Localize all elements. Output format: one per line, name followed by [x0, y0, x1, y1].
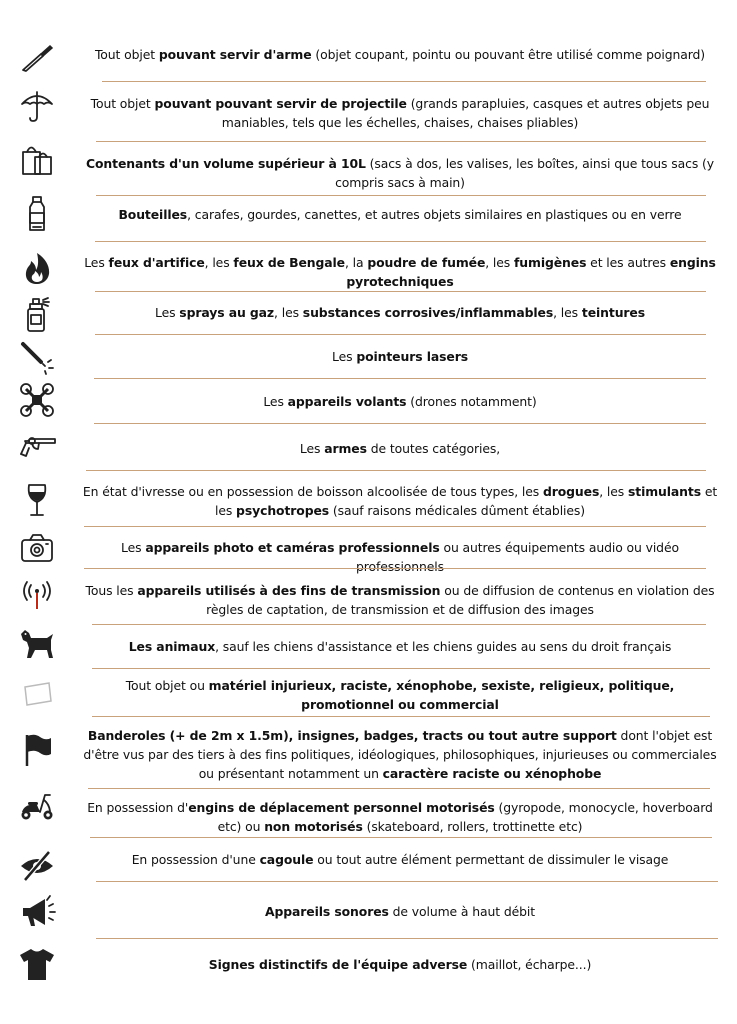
dog-icon — [14, 624, 60, 664]
separator-line — [95, 334, 706, 335]
item-text — [82, 581, 718, 619]
bold-text: Signes distinctifs de l'équipe adverse — [208, 957, 468, 972]
bold-text: cagoule — [259, 852, 314, 867]
separator-line — [94, 378, 706, 379]
item-text — [82, 902, 718, 921]
knife-icon — [14, 38, 60, 78]
bold-text: appareils utilisés à des fins de transmission — [137, 583, 441, 598]
text-segment: ou autres équipements audio ou vidéo professionnels — [355, 540, 679, 574]
bold-text: engins pyrotechniques — [346, 255, 716, 289]
item-text — [82, 205, 718, 224]
separator-line — [96, 195, 706, 196]
bottle-icon — [14, 194, 60, 234]
wine-glass-icon — [14, 480, 60, 520]
leaflet-icon — [14, 674, 60, 714]
item-text — [82, 392, 718, 411]
bold-text: pouvant pouvant servir de projectile — [154, 96, 407, 111]
fire-icon — [14, 248, 60, 288]
spray-can-icon — [14, 294, 60, 334]
text-segment: Les — [263, 394, 288, 409]
item-text — [82, 676, 718, 714]
bold-text: Contenants d'un volume supérieur à 10L — [86, 156, 366, 171]
umbrella-icon — [14, 86, 60, 126]
bold-text: psychotropes — [236, 503, 330, 518]
drone-icon — [14, 380, 60, 420]
separator-line — [95, 291, 706, 292]
bold-text: substances corrosives/inflammables — [302, 305, 554, 320]
bold-text: engins de déplacement personnel motorisés — [188, 800, 495, 815]
item-text — [82, 538, 718, 576]
item-text — [82, 154, 718, 192]
bold-text: Banderoles (+ de 2m x 1.5m), insignes, badges, tracts ou tout autre support — [87, 728, 617, 743]
item-text — [82, 94, 718, 132]
text-segment: Tous les — [85, 583, 138, 598]
text-segment: (sacs à dos, les valises, les boîtes, ainsi que tous sacs (y compris sacs à main) — [335, 156, 714, 190]
text-segment: , carafes, gourdes, canettes, et autres objets similaires en plastiques ou en verre — [187, 207, 682, 222]
text-segment: , les — [204, 255, 234, 270]
bold-text: non motorisés — [264, 819, 363, 834]
text-segment: Tout objet ou — [125, 678, 209, 693]
text-segment: Les — [154, 305, 180, 320]
text-segment: (gyropode, monocycle, hoverboard etc) ou — [217, 800, 713, 834]
bold-text: stimulants — [627, 484, 701, 499]
item-text — [82, 726, 718, 783]
revolver-icon — [14, 424, 60, 464]
shopping-bags-icon — [14, 140, 60, 180]
bold-text: appareils volants — [287, 394, 407, 409]
bold-text: pouvant servir d'arme — [158, 47, 312, 62]
item-text — [82, 347, 718, 366]
separator-line — [94, 423, 706, 424]
item-text — [82, 798, 718, 836]
camera-icon — [14, 528, 60, 568]
text-segment: Tout objet — [90, 96, 155, 111]
bold-text: Bouteilles — [118, 207, 188, 222]
tshirt-icon — [14, 944, 60, 984]
item-text — [82, 253, 718, 291]
text-segment: Les — [121, 540, 146, 555]
separator-line — [96, 141, 706, 142]
item-text — [82, 303, 718, 322]
item-text — [82, 955, 718, 974]
text-segment: (grands parapluies, casques et autres objets peu maniables, tels que les échelles, chaises, chaises pliables) — [221, 96, 710, 130]
bold-text: pointeurs lasers — [356, 349, 468, 364]
separator-line — [92, 624, 706, 625]
flag-icon — [14, 730, 60, 770]
text-segment: (objet coupant, pointu ou pouvant être utilisé comme poignard) — [311, 47, 706, 62]
antenna-icon — [14, 574, 60, 614]
eye-slash-icon — [14, 846, 60, 886]
text-segment: Les — [84, 255, 109, 270]
bold-text: drogues — [542, 484, 600, 499]
bold-text: Appareils sonores — [264, 904, 389, 919]
text-segment: ou de diffusion de contenus en violation des règles de captation, de transmission et de diffusion des images — [206, 583, 715, 617]
text-segment: (maillot, écharpe...) — [467, 957, 592, 972]
text-segment: En possession d'une — [131, 852, 260, 867]
separator-line — [92, 716, 710, 717]
item-text — [82, 439, 718, 458]
separator-line — [88, 788, 710, 789]
text-segment: Tout objet — [94, 47, 159, 62]
scooter-icon — [14, 786, 60, 826]
laser-pointer-icon — [14, 338, 60, 378]
text-segment: , les — [553, 305, 582, 320]
text-segment: (sauf raisons médicales dûment établies) — [329, 503, 585, 518]
text-segment: , la — [344, 255, 368, 270]
item-text — [82, 637, 718, 656]
text-segment: En état d'ivresse ou en possession de boisson alcoolisée de tous types, les — [82, 484, 543, 499]
text-segment: Les — [332, 349, 357, 364]
bold-text: Les animaux — [128, 639, 216, 654]
bold-text: matériel injurieux, raciste, xénophobe, sexiste, religieux, politique, promotionnel ou commercial — [208, 678, 675, 712]
bold-text: appareils photo et caméras professionnels — [145, 540, 440, 555]
bold-text: feux d'artifice — [108, 255, 205, 270]
text-segment: En possession d' — [87, 800, 189, 815]
text-segment: , les — [599, 484, 628, 499]
bold-text: teintures — [581, 305, 646, 320]
text-segment: , sauf les chiens d'assistance et les chiens guides au sens du droit français — [215, 639, 672, 654]
separator-line — [95, 241, 706, 242]
bold-text: armes — [324, 441, 367, 456]
text-segment: et les — [214, 484, 718, 518]
item-text — [82, 45, 718, 64]
text-segment: et les autres — [586, 255, 670, 270]
separator-line — [90, 837, 712, 838]
bold-text: caractère raciste ou xénophobe — [382, 766, 602, 781]
separator-line — [102, 81, 706, 82]
text-segment: ou tout autre élément permettant de dissimuler le visage — [313, 852, 669, 867]
bold-text: sprays au gaz — [179, 305, 275, 320]
item-text — [82, 850, 718, 869]
megaphone-icon — [14, 892, 60, 932]
separator-line — [84, 526, 706, 527]
text-segment: (drones notamment) — [406, 394, 537, 409]
text-segment: de toutes catégories, — [366, 441, 501, 456]
bold-text: feux de Bengale — [233, 255, 345, 270]
separator-line — [96, 881, 718, 882]
separator-line — [84, 568, 706, 569]
separator-line — [86, 470, 706, 471]
text-segment: Les — [299, 441, 325, 456]
bold-text: fumigènes — [514, 255, 587, 270]
text-segment: , les — [274, 305, 303, 320]
text-segment: (skateboard, rollers, trottinette etc) — [362, 819, 583, 834]
item-text — [82, 482, 718, 520]
text-segment: de volume à haut débit — [388, 904, 535, 919]
bold-text: poudre de fumée — [367, 255, 486, 270]
text-segment: , les — [485, 255, 514, 270]
text-segment: dont l'objet est d'être vus par des tiers à des fins politiques, idéologiques, philosophiques, injurieuses ou commerciales ou présentant notamment un — [83, 728, 717, 781]
separator-line — [96, 938, 718, 939]
separator-line — [92, 668, 710, 669]
